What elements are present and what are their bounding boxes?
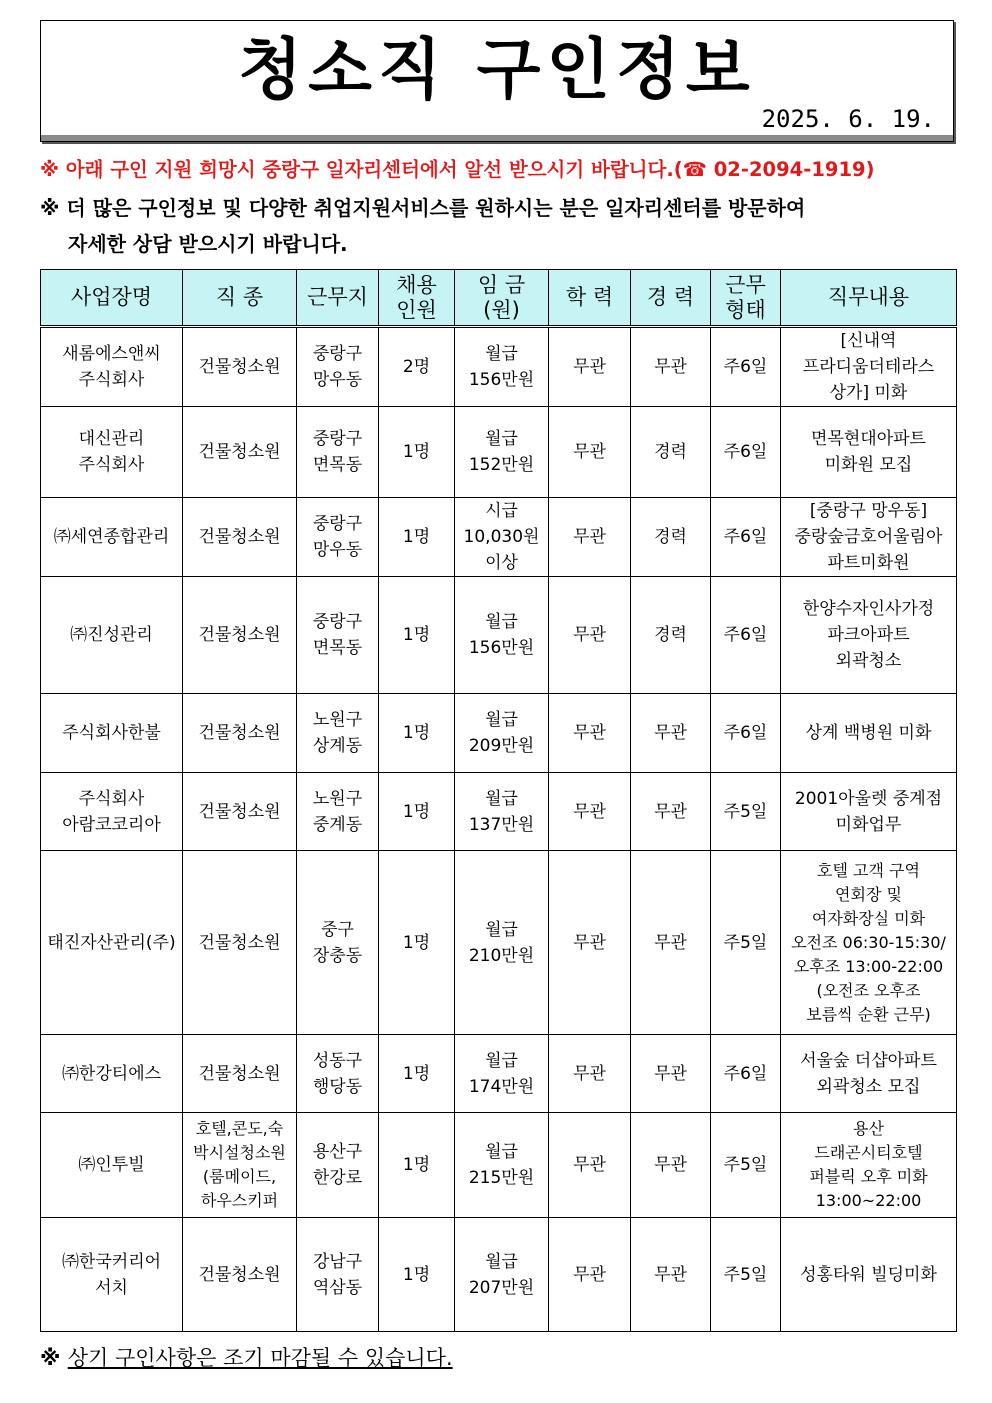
cell-work-type: 주6일	[711, 694, 781, 773]
table-row	[41, 773, 957, 851]
cell-count: 1명	[379, 498, 455, 577]
cell-experience: 무관	[631, 1113, 711, 1218]
cell-company: 대신관리 주식회사	[41, 407, 183, 498]
cell-location: 중랑구 면목동	[297, 577, 379, 694]
cell-experience: 무관	[631, 851, 711, 1035]
cell-wage: 월급 209만원	[455, 694, 549, 773]
cell-description: 2001아울렛 중계점 미화업무	[781, 773, 957, 851]
cell-count: 2명	[379, 327, 455, 407]
cell-work-type: 주5일	[711, 1218, 781, 1332]
notice-more-info: ※ 더 많은 구인정보 및 다양한 취업지원서비스를 원하시는 분은 일자리센터를 방문하여	[40, 196, 806, 220]
header-company: 사업장명	[41, 270, 183, 327]
cell-company: ㈜인투빌	[41, 1113, 183, 1218]
cell-job: 호텔,콘도,숙 박시설청소원 (룸메이드, 하우스키퍼	[183, 1113, 297, 1218]
notice-contact: ※ 아래 구인 지원 희망시 중랑구 일자리센터에서 알선 받으시기 바랍니다.(☎ 02-2094-1919)	[40, 158, 875, 181]
cell-company: ㈜진성관리	[41, 577, 183, 694]
cell-location: 중랑구 면목동	[297, 407, 379, 498]
cell-count: 1명	[379, 407, 455, 498]
cell-education: 무관	[549, 1218, 631, 1332]
cell-company: 주식회사 아람코코리아	[41, 773, 183, 851]
cell-education: 무관	[549, 327, 631, 407]
cell-company: 주식회사한불	[41, 694, 183, 773]
cell-education: 무관	[549, 407, 631, 498]
cell-work-type: 주5일	[711, 851, 781, 1035]
cell-job: 건물청소원	[183, 851, 297, 1035]
cell-experience: 경력	[631, 407, 711, 498]
notice-more-info-cont: 자세한 상담 받으시기 바랍니다.	[68, 232, 348, 256]
cell-description: 한양수자인사가정 파크아파트 외곽청소	[781, 577, 957, 694]
cell-count: 1명	[379, 694, 455, 773]
cell-experience: 경력	[631, 498, 711, 577]
title-box	[40, 20, 954, 142]
cell-work-type: 주6일	[711, 407, 781, 498]
cell-education: 무관	[549, 1035, 631, 1113]
cell-job: 건물청소원	[183, 498, 297, 577]
cell-experience: 무관	[631, 1035, 711, 1113]
header-count: 채용 인원	[379, 270, 455, 327]
cell-wage: 월급 156만원	[455, 327, 549, 407]
page-title: 청소직 구인정보	[238, 31, 756, 108]
cell-wage: 월급 137만원	[455, 773, 549, 851]
cell-location: 노원구 중계동	[297, 773, 379, 851]
cell-description: [중랑구 망우동] 중랑숲금호어울림아 파트미화원	[781, 498, 957, 577]
cell-wage: 월급 156만원	[455, 577, 549, 694]
cell-job: 건물청소원	[183, 1218, 297, 1332]
cell-count: 1명	[379, 1113, 455, 1218]
header-job: 직 종	[183, 270, 297, 327]
cell-work-type: 주6일	[711, 577, 781, 694]
table-row	[41, 498, 957, 577]
cell-job: 건물청소원	[183, 327, 297, 407]
cell-wage: 시급 10,030원 이상	[455, 498, 549, 577]
header-work-type: 근무 형태	[711, 270, 781, 327]
header-education: 학 력	[549, 270, 631, 327]
cell-description: 성홍타워 빌딩미화	[781, 1218, 957, 1332]
footer-text: 상기 구인사항은 조기 마감될 수 있습니다.	[67, 1346, 453, 1370]
footer-note	[40, 1342, 453, 1372]
cell-description: 호텔 고객 구역 연회장 및 여자화장실 미화 오전조 06:30-15:30/ 오후조 13:00-22:00 (오전조 오후조 보름씩 순환 근무)	[781, 851, 957, 1035]
footer-mark: ※	[40, 1346, 68, 1370]
cell-company: ㈜한강티에스	[41, 1035, 183, 1113]
cell-description: 상계 백병원 미화	[781, 694, 957, 773]
cell-location: 중구 장충동	[297, 851, 379, 1035]
cell-work-type: 주6일	[711, 1035, 781, 1113]
cell-education: 무관	[549, 498, 631, 577]
header-description: 직무내용	[781, 270, 957, 327]
cell-count: 1명	[379, 1035, 455, 1113]
cell-location: 강남구 역삼동	[297, 1218, 379, 1332]
cell-count: 1명	[379, 773, 455, 851]
cell-education: 무관	[549, 1113, 631, 1218]
cell-description: 서울숲 더샵아파트 외곽청소 모집	[781, 1035, 957, 1113]
header-experience: 경 력	[631, 270, 711, 327]
cell-experience: 무관	[631, 1218, 711, 1332]
cell-description: 면목현대아파트 미화원 모집	[781, 407, 957, 498]
cell-wage: 월급 210만원	[455, 851, 549, 1035]
cell-experience: 무관	[631, 327, 711, 407]
cell-education: 무관	[549, 851, 631, 1035]
cell-job: 건물청소원	[183, 1035, 297, 1113]
issue-date: 2025. 6. 19.	[761, 105, 935, 133]
cell-experience: 무관	[631, 773, 711, 851]
cell-work-type: 주5일	[711, 1113, 781, 1218]
cell-job: 건물청소원	[183, 577, 297, 694]
cell-job: 건물청소원	[183, 407, 297, 498]
header-wage: 임 금 (원)	[455, 270, 549, 327]
table-header-row	[41, 270, 957, 327]
cell-experience: 경력	[631, 577, 711, 694]
cell-work-type: 주6일	[711, 327, 781, 407]
cell-company: ㈜세연종합관리	[41, 498, 183, 577]
cell-wage: 월급 215만원	[455, 1113, 549, 1218]
table-row	[41, 327, 957, 407]
table-row	[41, 694, 957, 773]
cell-wage: 월급 174만원	[455, 1035, 549, 1113]
cell-job: 건물청소원	[183, 773, 297, 851]
cell-location: 중랑구 망우동	[297, 327, 379, 407]
cell-description: [신내역 프라디움더테라스 상가] 미화	[781, 327, 957, 407]
cell-location: 중랑구 망우동	[297, 498, 379, 577]
header-location: 근무지	[297, 270, 379, 327]
cell-job: 건물청소원	[183, 694, 297, 773]
cell-location: 성동구 행당동	[297, 1035, 379, 1113]
table-row	[41, 577, 957, 694]
cell-education: 무관	[549, 773, 631, 851]
cell-company: 태진자산관리(주)	[41, 851, 183, 1035]
cell-wage: 월급 207만원	[455, 1218, 549, 1332]
cell-description: 용산 드래곤시티호텔 퍼블릭 오후 미화 13:00~22:00	[781, 1113, 957, 1218]
cell-company: ㈜한국커리어 서치	[41, 1218, 183, 1332]
table-row	[41, 1113, 957, 1218]
cell-location: 용산구 한강로	[297, 1113, 379, 1218]
cell-company: 새롬에스앤씨 주식회사	[41, 327, 183, 407]
cell-count: 1명	[379, 577, 455, 694]
cell-work-type: 주5일	[711, 773, 781, 851]
table-row	[41, 851, 957, 1035]
table-row	[41, 1218, 957, 1332]
cell-work-type: 주6일	[711, 498, 781, 577]
cell-experience: 무관	[631, 694, 711, 773]
job-table	[40, 269, 957, 1332]
cell-location: 노원구 상계동	[297, 694, 379, 773]
cell-count: 1명	[379, 1218, 455, 1332]
cell-count: 1명	[379, 851, 455, 1035]
cell-education: 무관	[549, 694, 631, 773]
cell-education: 무관	[549, 577, 631, 694]
cell-wage: 월급 152만원	[455, 407, 549, 498]
title-band	[41, 135, 953, 141]
table-row	[41, 407, 957, 498]
table-row	[41, 1035, 957, 1113]
